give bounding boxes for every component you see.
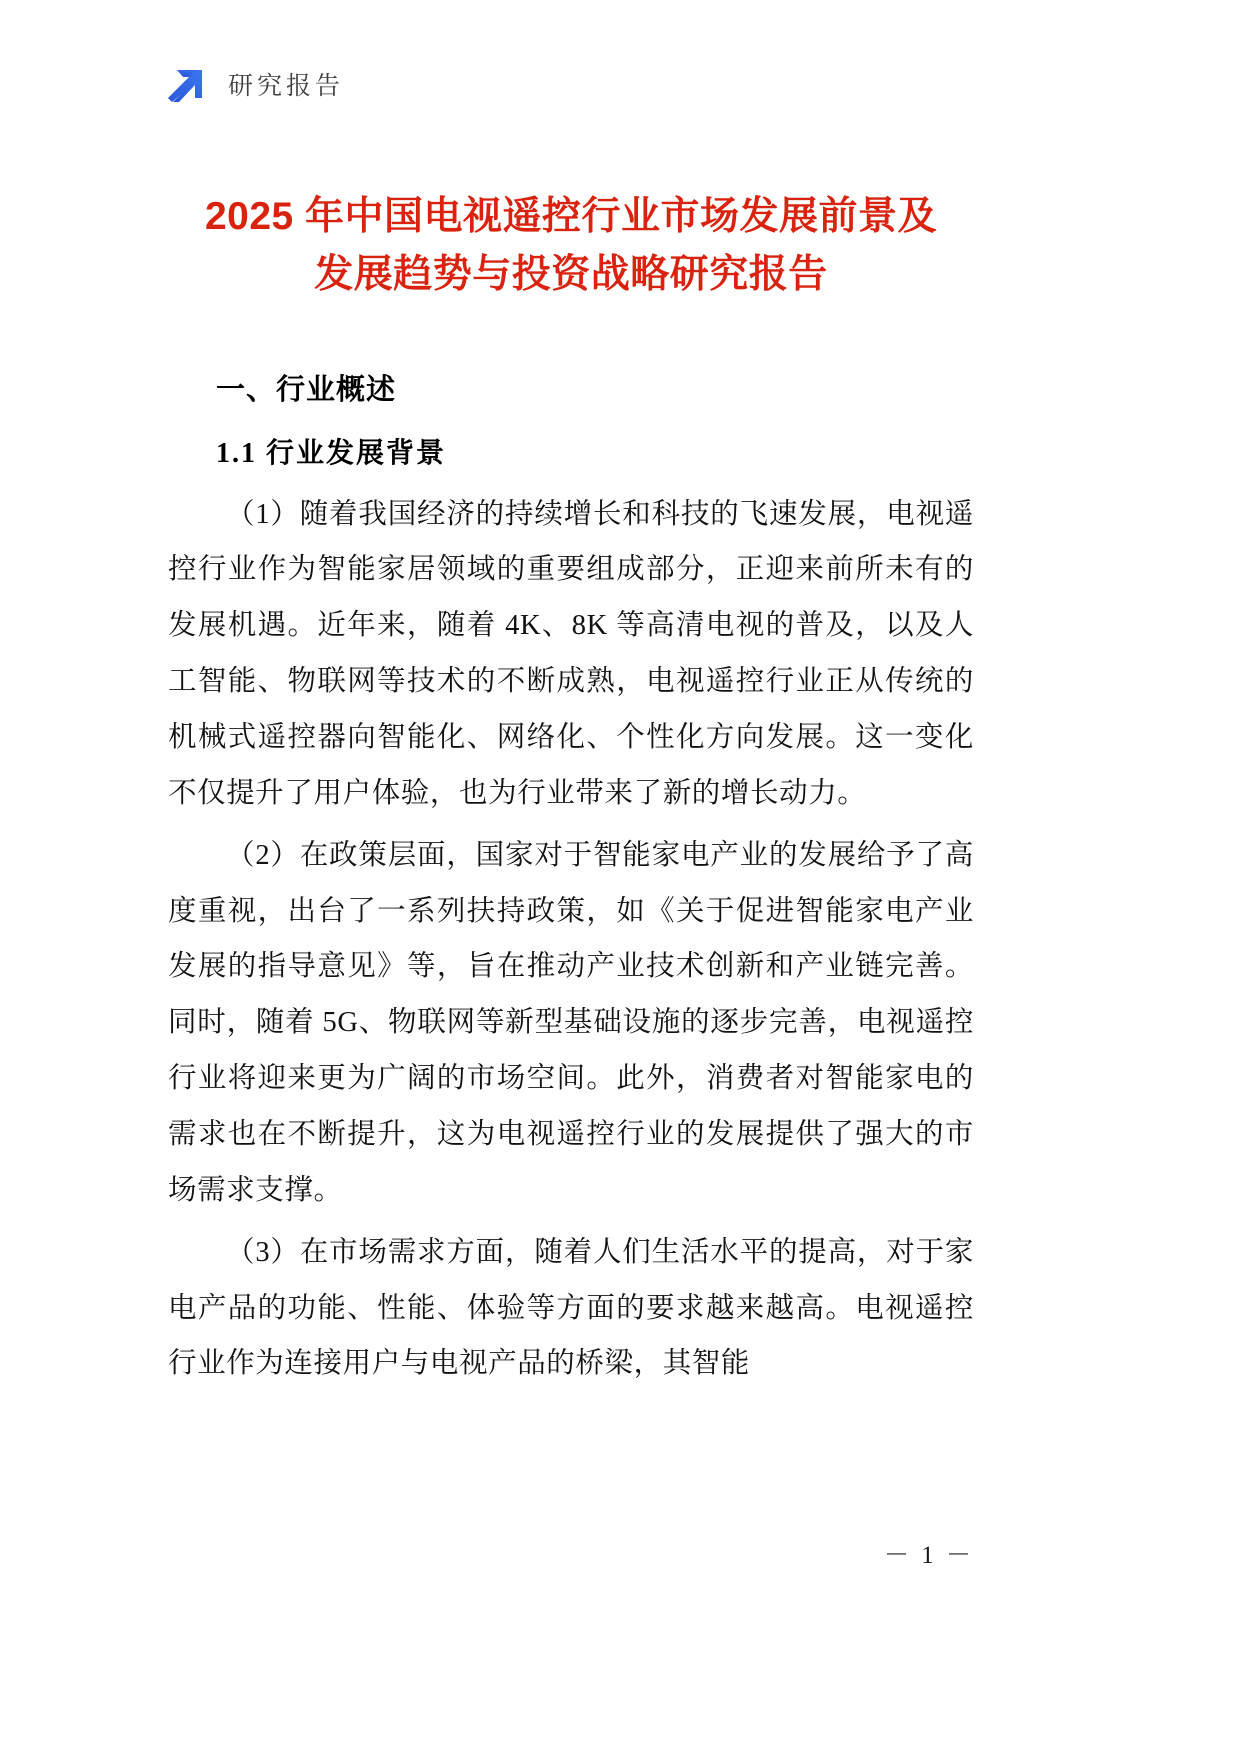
- page-title-line-2: 发展趋势与投资战略研究报告: [314, 252, 828, 296]
- section-heading-1-1: 1.1 行业发展背景: [216, 437, 447, 469]
- page-title-line-1: 2025 年中国电视遥控行业市场发展前景及: [204, 195, 938, 238]
- document-body: [168, 370, 974, 1398]
- brand-label: 研究报告: [228, 72, 345, 100]
- page-number: － 1 －: [883, 1542, 974, 1569]
- body-paragraph-3: （3）在市场需求方面，随着人们生活水平的提高，对于家电产品的功能、性能、体验等方面的要求越来越高。电视遥控行业作为连接用户与电视产品的桥梁，其智能: [168, 1236, 974, 1380]
- report-header: [158, 58, 344, 114]
- body-paragraph-1: （1）随着我国经济的持续增长和科技的飞速发展，电视遥控行业作为智能家居领域的重要组成部分，正迎来前所未有的发展机遇。近年来，随着 4K、8K 等高清电视的普及，以及人工智能、物联网等技术的不断成熟，电视遥控行业正从传统的机械式遥控器向智能化、网络化、个性化方向发展。这一变化不仅提升了用户体验，也为行业带来了新的增长动力。: [168, 498, 974, 809]
- section-heading-1: 一、行业概述: [216, 374, 397, 406]
- page-title: [168, 188, 974, 303]
- arrow-up-right-icon: [158, 58, 214, 114]
- body-paragraph-2: （2）在政策层面，国家对于智能家电产业的发展给予了高度重视，出台了一系列扶持政策，如《关于促进智能家电产业发展的指导意见》等，旨在推动产业技术创新和产业链完善。同时，随着 5G、物联网等新型基础设施的逐步完善，电视遥控行业将迎来更为广阔的市场空间。此外，消费者对智能家电的需求也在不断提升，这为电视遥控行业的发展提供了强大的市场需求支撑。: [168, 839, 974, 1206]
